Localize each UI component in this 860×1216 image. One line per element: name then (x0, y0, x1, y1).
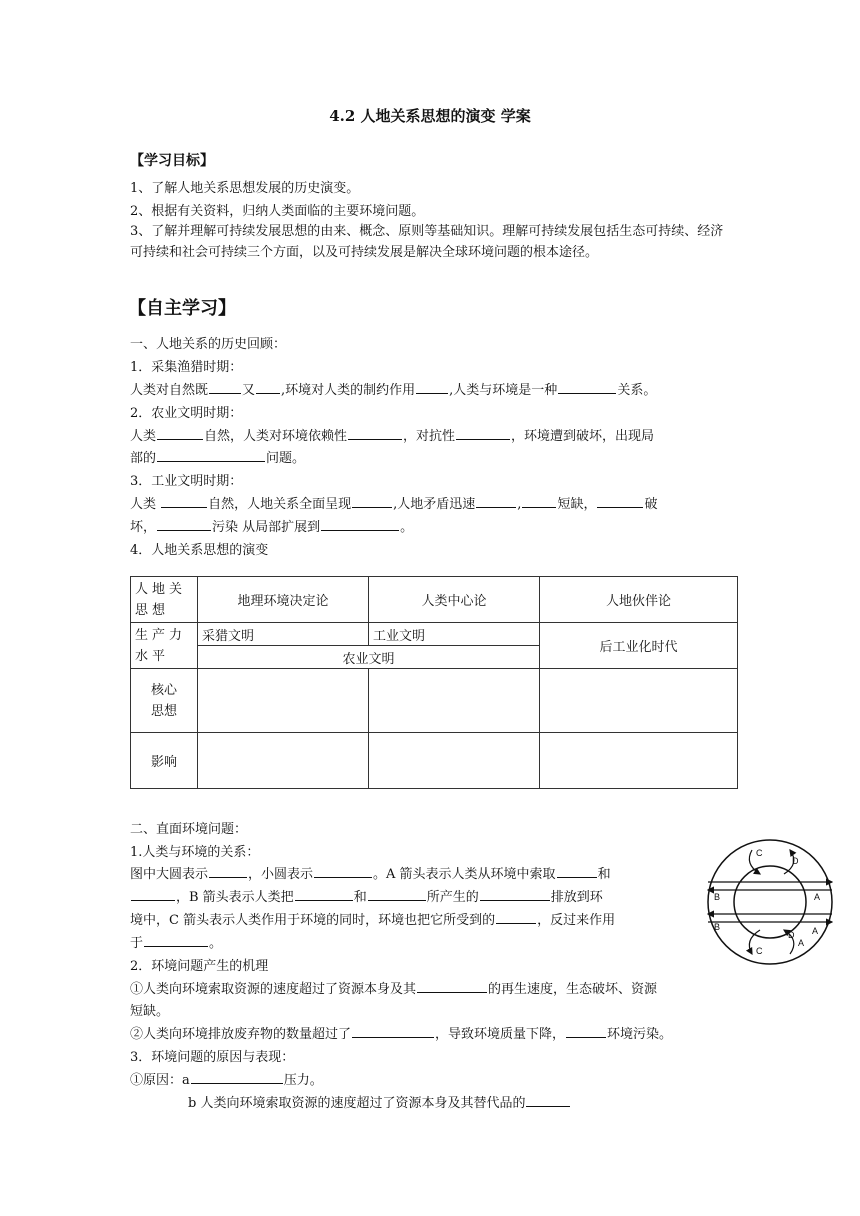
relation-text-1 (130, 863, 611, 882)
objectives-heading: 【学习目标】 (130, 153, 214, 169)
table-row-label-production: 生产力水平 (131, 623, 198, 669)
table-header-label: 人地关思想 (131, 577, 198, 623)
evolution-table (130, 576, 738, 789)
table-header-anthropocentrism: 人类中心论 (369, 577, 540, 623)
relation-text-4 (130, 932, 222, 951)
text-segment: b 人类向环境索取资源的速度超过了资源本身及其替代品的 (188, 1096, 526, 1111)
part1-heading: 一、人地关系的历史回顾： (130, 337, 287, 352)
text-segment: 人类 (130, 429, 157, 444)
table-cell-hunting: 采猎文明 (198, 623, 369, 646)
fill-blank[interactable] (131, 888, 175, 901)
period2-text-2 (130, 447, 305, 466)
table-cell-post-industrial: 后工业化时代 (540, 623, 738, 669)
fill-blank[interactable] (566, 1025, 606, 1038)
objective-2: 2、根据有关资料，归纳人类面临的主要环境问题。 (130, 204, 425, 219)
diagram-label: D (792, 856, 799, 866)
mechanism-text-2: 短缺。 (130, 1004, 170, 1019)
table-row-label-core: 核心思想 (131, 669, 198, 733)
text-segment: 部的 (130, 451, 157, 466)
fill-blank[interactable] (157, 518, 211, 531)
text-segment: 人类对自然既 (130, 383, 209, 398)
text-segment: ，导致环境质量下降， (435, 1027, 566, 1042)
fill-blank[interactable] (352, 1025, 434, 1038)
diagram-label: B (714, 922, 721, 932)
table-cell-empty[interactable] (540, 733, 738, 789)
text-segment: ,人类与环境是一种 (449, 383, 558, 398)
relation-heading: 1.人类与环境的关系： (130, 845, 260, 860)
table-header-partnership: 人地伙伴论 (540, 577, 738, 623)
fill-blank[interactable] (558, 381, 616, 394)
text-segment: 自然，人类对环境依赖性 (204, 429, 348, 444)
table-cell-empty[interactable] (369, 669, 540, 733)
mechanism-text-3 (130, 1023, 672, 1042)
outer-circle (708, 840, 832, 964)
fill-blank[interactable] (480, 888, 550, 901)
period2-text-1 (130, 425, 654, 444)
fill-blank[interactable] (256, 381, 280, 394)
text-segment: 。A 箭头表示人类从环境中索取 (373, 867, 556, 882)
fill-blank[interactable] (161, 495, 207, 508)
text-segment: ，反过来作用 (537, 913, 616, 928)
text-segment: 自然，人地关系全面呈现 (208, 497, 352, 512)
text-segment: 图中大圆表示 (130, 867, 209, 882)
period1-heading: 1．采集渔猎时期： (130, 360, 243, 375)
objective-1: 1、了解人地关系思想发展的历史演变。 (130, 181, 360, 196)
fill-blank[interactable] (191, 1071, 283, 1084)
text-segment: ，环境遭到破坏，出现局 (511, 429, 655, 444)
fill-blank[interactable] (557, 865, 597, 878)
text-segment: ①人类向环境索取资源的速度超过了资源本身及其 (130, 982, 417, 997)
fill-blank[interactable] (416, 381, 448, 394)
text-segment: 问题。 (266, 451, 306, 466)
diagram-label: C (756, 848, 763, 858)
text-segment: ,人地矛盾迅速 (393, 497, 476, 512)
table-row-label-impact: 影响 (131, 733, 198, 789)
objective-3: 3、了解并理解可持续发展思想的由来、概念、原则等基础知识。理解可持续发展包括生态可持续、经济可持续和社会可持续三个方面，以及可持续发展是解决全球环境问题的根本途径。 (130, 224, 724, 260)
fill-blank[interactable] (526, 1094, 570, 1107)
fill-blank[interactable] (352, 495, 392, 508)
fill-blank[interactable] (321, 518, 399, 531)
diagram-label: D (788, 930, 795, 940)
period3-text-1 (130, 493, 657, 512)
text-segment: 坏， (130, 520, 157, 535)
text-segment: ，B 箭头表示人类把 (176, 890, 294, 905)
text-segment: 关系。 (617, 383, 657, 398)
text-segment: ②人类向环境排放废弃物的数量超过了 (130, 1027, 352, 1042)
text-segment: 。 (400, 520, 414, 535)
table-cell-industrial: 工业文明 (369, 623, 540, 646)
text-segment: ①原因：a (130, 1073, 190, 1088)
text-segment: 又 (242, 383, 256, 398)
period3-text-2 (130, 516, 413, 535)
evolution-heading: 4．人地关系思想的演变 (130, 543, 269, 558)
text-segment: 人类 (130, 497, 161, 512)
fill-blank[interactable] (209, 381, 241, 394)
fill-blank[interactable] (496, 911, 536, 924)
fill-blank[interactable] (522, 495, 556, 508)
text-segment: 所产生的 (426, 890, 479, 905)
fill-blank[interactable] (295, 888, 353, 901)
fill-blank[interactable] (597, 495, 643, 508)
table-cell-agricultural: 农业文明 (198, 646, 540, 669)
table-cell-empty[interactable] (198, 669, 369, 733)
page-title: 4.2 人地关系思想的演变 学案 (329, 107, 531, 125)
text-segment: 境中，C 箭头表示人类作用于环境的同时，环境也把它所受到的 (130, 913, 496, 928)
text-segment: 的再生速度，生态破坏、资源 (488, 982, 658, 997)
text-segment: 和 (353, 890, 367, 905)
diagram-label: C (756, 946, 763, 956)
text-segment: 污染 从局部扩展到 (212, 520, 321, 535)
period2-heading: 2．农业文明时期： (130, 406, 243, 421)
text-segment: 。 (209, 936, 223, 951)
text-segment: ，小圆表示 (248, 867, 314, 882)
fill-blank[interactable] (157, 449, 265, 462)
text-segment: ,环境对人类的制约作用 (281, 383, 416, 398)
fill-blank[interactable] (209, 865, 247, 878)
text-segment: , (517, 497, 522, 512)
relation-text-3 (130, 909, 615, 928)
text-segment: 压力。 (283, 1073, 323, 1088)
fill-blank[interactable] (144, 934, 208, 947)
fill-blank[interactable] (348, 427, 402, 440)
inner-circle (734, 866, 806, 938)
human-environment-diagram (700, 838, 840, 966)
diagram-label: B (714, 892, 721, 902)
table-header-determinism: 地理环境决定论 (198, 577, 369, 623)
causes-text-1 (130, 1069, 323, 1088)
text-segment: 破 (644, 497, 658, 512)
text-segment: ，对抗性 (403, 429, 456, 444)
self-study-heading: 【自主学习】 (128, 298, 236, 319)
text-segment: 环境污染。 (607, 1027, 673, 1042)
text-segment: 短缺， (557, 497, 597, 512)
text-segment: 排放到环 (550, 890, 603, 905)
period3-heading: 3．工业文明时期： (130, 474, 243, 489)
mechanism-text-1 (130, 978, 657, 997)
period1-text (130, 379, 656, 398)
table-cell-empty[interactable] (540, 669, 738, 733)
diagram-label: A (814, 892, 821, 902)
causes-heading: 3．环境问题的原因与表现： (130, 1050, 295, 1065)
mechanism-heading: 2．环境问题产生的机理 (130, 959, 269, 974)
fill-blank[interactable] (456, 427, 510, 440)
relation-text-2 (130, 886, 603, 905)
table-cell-empty[interactable] (198, 733, 369, 789)
part2-heading: 二、直面环境问题： (130, 822, 248, 837)
diagram-label: A (798, 938, 805, 948)
text-segment: 和 (597, 867, 611, 882)
table-cell-empty[interactable] (369, 733, 540, 789)
text-segment: 于 (130, 936, 144, 951)
fill-blank[interactable] (476, 495, 516, 508)
fill-blank[interactable] (417, 980, 487, 993)
fill-blank[interactable] (314, 865, 372, 878)
fill-blank[interactable] (157, 427, 203, 440)
fill-blank[interactable] (368, 888, 426, 901)
diagram-label: A (812, 926, 819, 936)
causes-text-2 (188, 1092, 571, 1111)
